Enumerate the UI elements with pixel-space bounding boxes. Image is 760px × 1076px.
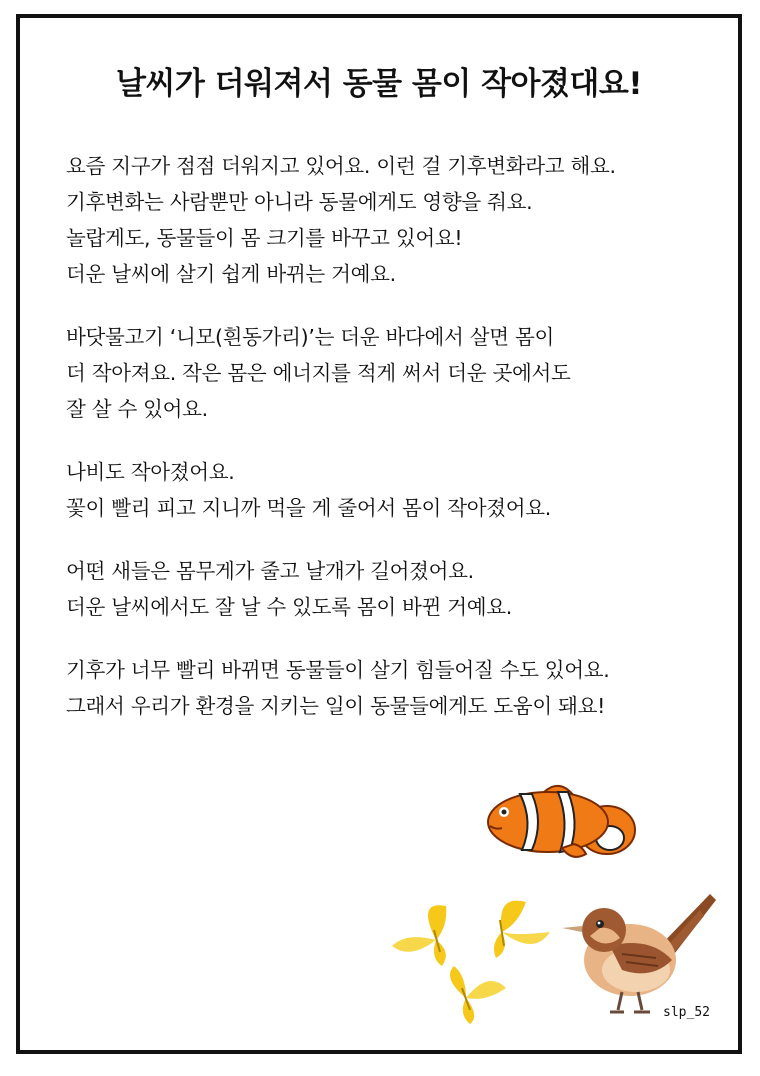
page-frame bbox=[16, 14, 742, 1054]
text-line: 기후가 너무 빨리 바뀌면 동물들이 살기 힘들어질 수도 있어요. bbox=[66, 658, 610, 682]
paragraph-bird bbox=[66, 553, 746, 625]
text-line: 더운 날씨에서도 잘 날 수 있도록 몸이 바뀐 거예요. bbox=[66, 595, 513, 619]
text-line: 그래서 우리가 환경을 지키는 일이 동물들에게도 도움이 돼요! bbox=[66, 694, 606, 718]
text-line: 더운 날씨에 살기 쉽게 바뀌는 거예요. bbox=[66, 262, 396, 286]
text-line: 요즘 지구가 점점 더워지고 있어요. 이런 걸 기후변화라고 해요. bbox=[66, 154, 616, 178]
butterflies-illustration bbox=[386, 880, 556, 1028]
text-line: 놀랍게도, 동물들이 몸 크기를 바꾸고 있어요! bbox=[66, 226, 463, 250]
text-line: 기후변화는 사람뿐만 아니라 동물에게도 영향을 줘요. bbox=[66, 190, 533, 214]
page-title: 날씨가 더워져서 동물 몸이 작아졌대요! bbox=[116, 66, 642, 102]
article-body bbox=[66, 148, 746, 751]
clownfish-illustration bbox=[482, 778, 642, 864]
text-line: 어떤 새들은 몸무게가 줄고 날개가 길어졌어요. bbox=[66, 559, 474, 583]
text-line: 더 작아져요. 작은 몸은 에너지를 적게 써서 더운 곳에서도 bbox=[66, 361, 571, 385]
text-line: 바닷물고기 ‘니모(흰동가리)’는 더운 바다에서 살면 몸이 bbox=[66, 325, 554, 349]
paragraph-fish bbox=[66, 319, 746, 427]
text-line: 꽃이 빨리 피고 지니까 먹을 게 줄어서 몸이 작아졌어요. bbox=[66, 496, 552, 520]
text-line: 잘 살 수 있어요. bbox=[66, 397, 208, 421]
bird-illustration bbox=[560, 880, 720, 1020]
paragraph-conclusion bbox=[66, 652, 746, 724]
paragraph-butterfly bbox=[66, 454, 746, 526]
page-code: slp_52 bbox=[663, 1005, 710, 1020]
paragraph-intro bbox=[66, 148, 746, 292]
text-line: 나비도 작아졌어요. bbox=[66, 460, 235, 484]
